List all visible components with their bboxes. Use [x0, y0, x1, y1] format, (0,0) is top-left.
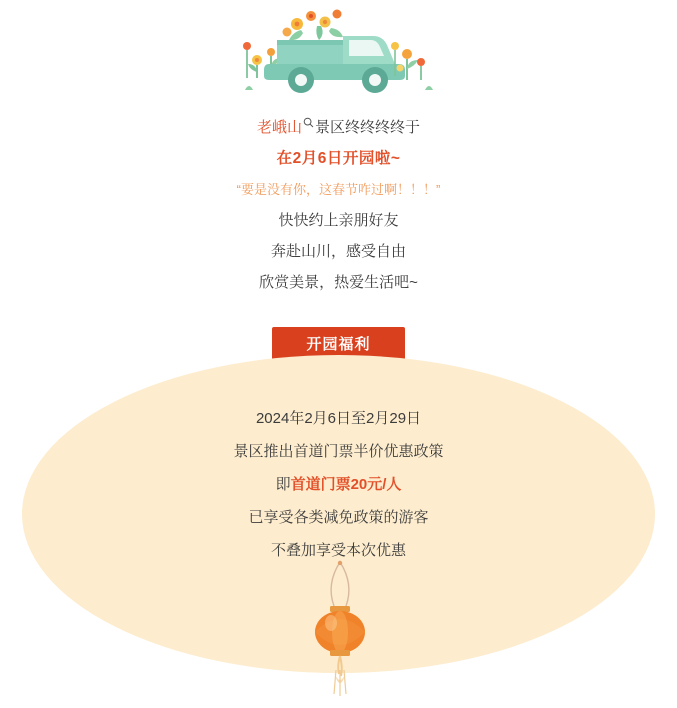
intro-text-block: [0, 112, 677, 298]
truck-with-flowers-icon: [239, 2, 439, 97]
promo-line-4: 已享受各类减免政策的游客: [248, 509, 429, 526]
intro-line-2: 在2月6日开园啦~: [276, 150, 401, 167]
intro-line-5: 奔赴山川，感受自由: [270, 243, 406, 260]
promo-text-block: [0, 402, 677, 567]
lantern-icon: [300, 560, 380, 708]
intro-line-6: 欣赏美景，热爱生活吧~: [259, 274, 418, 291]
promo-line-3-prefix: 即: [275, 476, 291, 493]
promo-line-2: 景区推出首道门票半价优惠政策: [233, 443, 444, 460]
header-illustration: [0, 0, 677, 100]
promo-price-highlight: 首道门票20元/人: [290, 476, 402, 493]
promo-line-5: 不叠加享受本次优惠: [270, 542, 406, 559]
intro-line-4: 快快约上亲朋好友: [278, 212, 399, 229]
promo-line-1: 2024年2月6日至2月29日: [255, 410, 422, 427]
intro-line-3: “要是没有你，这春节咋过啊！！！”: [236, 182, 441, 197]
search-icon: [303, 108, 314, 119]
promo-line-3: [0, 468, 677, 501]
intro-line-1-suffix: 景区终终终终于: [315, 119, 421, 136]
opening-benefit-badge: 开园福利: [272, 327, 405, 360]
footer-decoration: [300, 560, 380, 705]
intro-line-1: [0, 112, 677, 143]
scenic-area-name: 老峨山: [256, 119, 302, 136]
bottom-spacer: [0, 702, 677, 708]
